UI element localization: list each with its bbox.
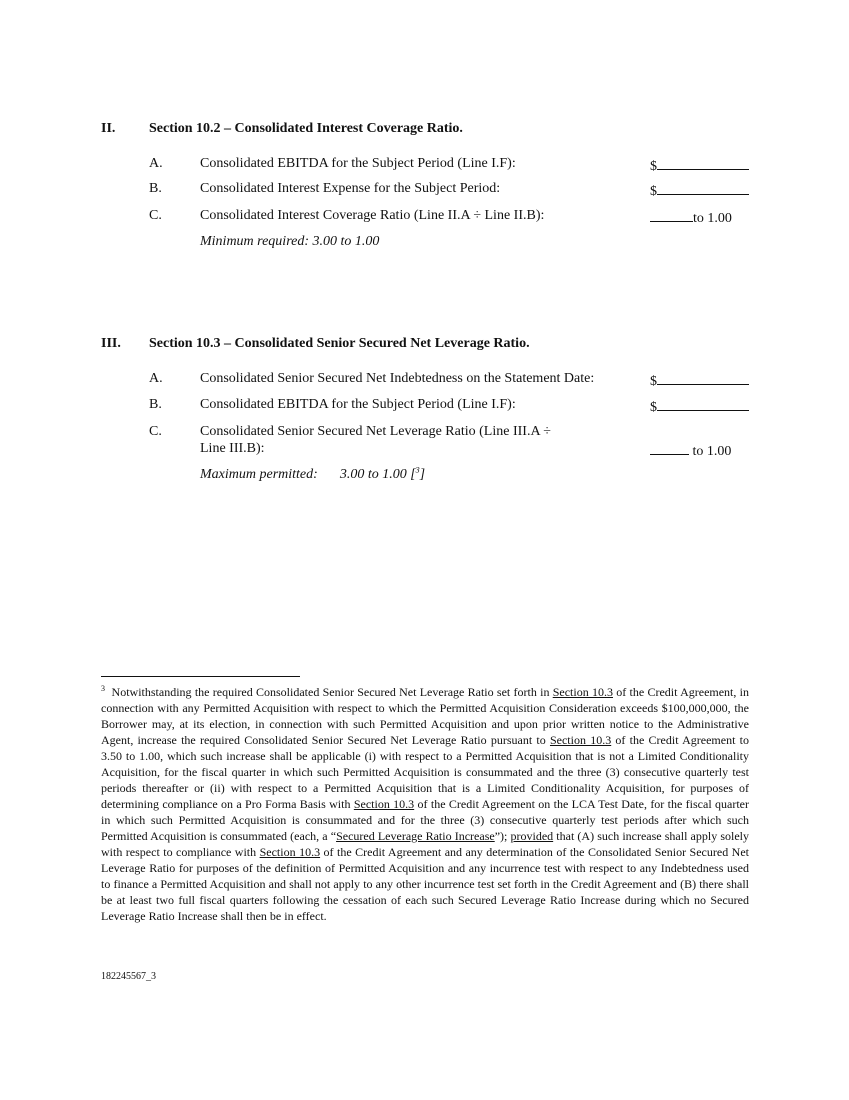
footnote-separator bbox=[101, 676, 300, 677]
item-letter: C. bbox=[149, 424, 162, 439]
dollar-sign: $ bbox=[650, 184, 657, 199]
item-text-line1: Consolidated Senior Secured Net Leverage Ratio (Line III.A ÷ bbox=[200, 424, 551, 439]
footnote-text: Notwithstanding the required Consolidated Senior Secured Net Leverage Ratio set forth in bbox=[111, 685, 553, 699]
item-letter: B. bbox=[149, 397, 162, 412]
maximum-label: Maximum permitted: bbox=[200, 467, 318, 482]
maximum-close: ] bbox=[419, 467, 426, 482]
item-letter: C. bbox=[149, 208, 162, 223]
amount-field bbox=[650, 156, 749, 175]
dollar-sign: $ bbox=[650, 159, 657, 174]
ratio-field bbox=[650, 441, 731, 460]
item-text: Consolidated EBITDA for the Subject Period (Line I.F): bbox=[200, 397, 516, 412]
dollar-sign: $ bbox=[650, 400, 657, 415]
item-text: Consolidated Interest Expense for the Subject Period: bbox=[200, 181, 501, 196]
item-letter: A. bbox=[149, 156, 163, 171]
ratio-suffix: to 1.00 bbox=[693, 211, 732, 226]
footnote-ref: 3 bbox=[415, 465, 420, 475]
footnote-text: of the Credit Agreement and any determination of the Consolidated Senior Secured Net Leverage Ratio for purposes of the definition of Permitted Acquisition and any incurrence test with respect to any Indebtedness used to finance a Permitted Acquisition and shall not apply to any other incurrence test set forth in the Credit Agreement and (B) there shall be at least two full fiscal quarters following the cessation of each such Secured Leverage Ratio Increase during which no Secured Leverage Ratio Increase shall then be in effect. bbox=[101, 845, 749, 923]
blank-line bbox=[650, 208, 693, 222]
footnote-text: of the Credit Agreement, in connection with any Permitted Acquisition with respect to which the Permitted Acquisition Consideration exceeds $100,000,000, the Borrower may, at its election, in connection with such Permitted Acquisition and upon prior written notice to the Administrative Agent, increase the required Consolidated Senior Secured Net Leverage Ratio pursuant to bbox=[101, 685, 749, 747]
minimum-note: Minimum required: 3.00 to 1.00 bbox=[200, 234, 380, 249]
blank-line bbox=[657, 181, 749, 195]
amount-field bbox=[650, 181, 749, 200]
section-title: Section 10.3 – Consolidated Senior Secured Net Leverage Ratio. bbox=[149, 336, 530, 351]
blank-line bbox=[657, 371, 749, 385]
ratio-field bbox=[650, 208, 732, 227]
blank-line bbox=[657, 397, 749, 411]
footnote-defined-term: Secured Leverage Ratio Increase bbox=[336, 829, 495, 843]
footnote bbox=[101, 684, 749, 924]
dollar-sign: $ bbox=[650, 374, 657, 389]
footnote-section-ref: Section 10.3 bbox=[259, 845, 321, 859]
item-text: Consolidated Interest Coverage Ratio (Line II.A ÷ Line II.B): bbox=[200, 208, 545, 223]
item-text: Consolidated EBITDA for the Subject Period (Line I.F): bbox=[200, 156, 516, 171]
section-number: III. bbox=[101, 336, 121, 351]
ratio-suffix: to 1.00 bbox=[692, 444, 732, 459]
item-letter: A. bbox=[149, 371, 163, 386]
item-letter: B. bbox=[149, 181, 162, 196]
blank-line bbox=[657, 156, 749, 170]
item-text-line2: Line III.B): bbox=[200, 441, 265, 456]
item-text: Consolidated Senior Secured Net Indebtedness on the Statement Date: bbox=[200, 371, 595, 386]
document-id: 182245567_3 bbox=[101, 971, 156, 982]
footnote-section-ref: Section 10.3 bbox=[549, 733, 612, 747]
amount-field bbox=[650, 371, 749, 390]
amount-field bbox=[650, 397, 749, 416]
maximum-note bbox=[200, 467, 425, 483]
footnote-text: of the Credit Agreement on the LCA Test Date, for the fiscal quarter in which such Permitted Acquisition is consummated and for the three (3) consecutive quarterly test periods after which such Permitted Acquisition is consummated (each, a “ bbox=[101, 797, 750, 843]
section-title: Section 10.2 – Consolidated Interest Coverage Ratio. bbox=[149, 121, 463, 136]
footnote-section-ref: Section 10.3 bbox=[552, 685, 613, 699]
footnote-text: of the Credit Agreement to 3.50 to 1.00, which such increase shall be applicable (i) with respect to a Permitted Acquisition that is not a Limited Conditionality Acquisition, for the fiscal quarter in which such Permitted Acquisition is consummated and the three (3) consecutive quarterly test periods thereafter or (ii) with respect to a Permitted Acquisition that is a Limited Conditionality Acquisition, for purposes of determining compliance on a Pro Forma Basis with bbox=[101, 733, 749, 811]
footnote-provided: provided bbox=[510, 829, 554, 843]
blank-line bbox=[650, 441, 689, 455]
footnote-text: ”); bbox=[494, 829, 511, 843]
maximum-value: 3.00 to 1.00 [ bbox=[339, 467, 416, 482]
footnote-marker: 3 bbox=[101, 684, 105, 693]
section-number: II. bbox=[101, 121, 116, 136]
footnote-text: that (A) such increase shall apply solely with respect to compliance with bbox=[101, 829, 750, 859]
footnote-section-ref: Section 10.3 bbox=[353, 797, 415, 811]
